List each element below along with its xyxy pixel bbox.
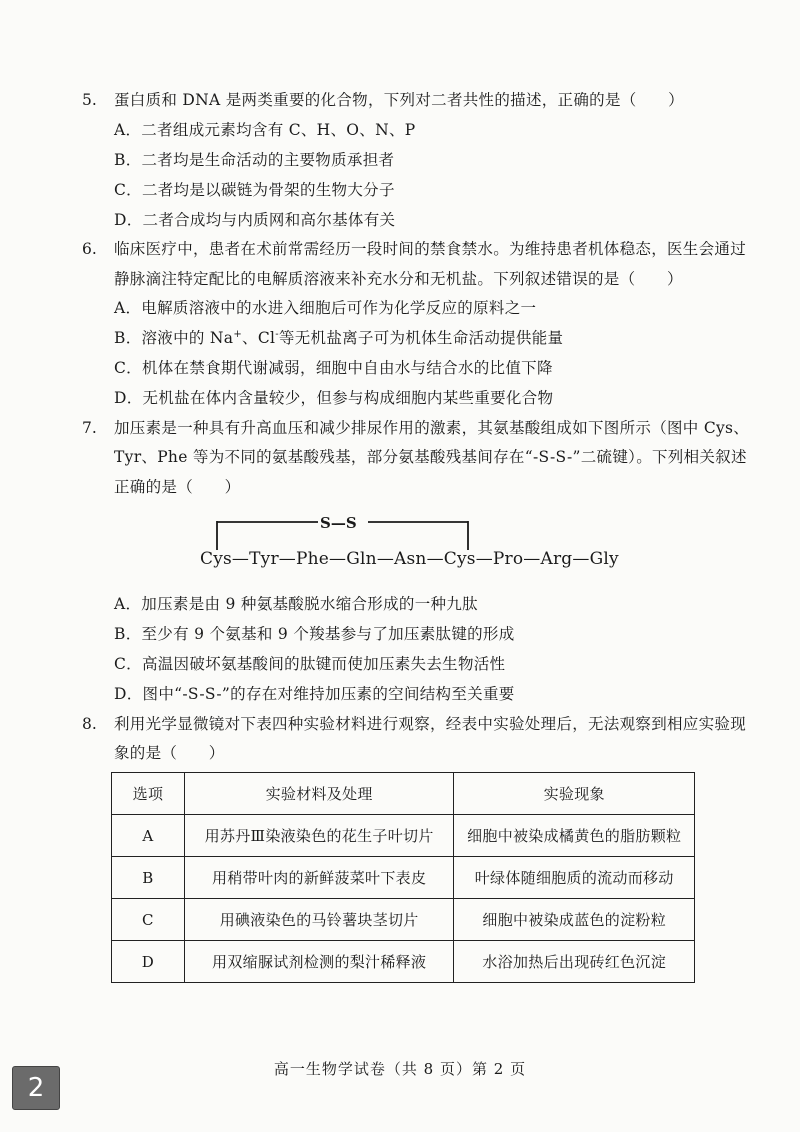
question-number: 6. (82, 240, 97, 258)
table-cell: B (112, 857, 185, 899)
option-c: C．机体在禁食期代谢减弱，细胞中自由水与结合水的比值下降 (114, 359, 553, 377)
question-stem-line-1: 利用光学显微镜对下表四种实验材料进行观察，经表中实验处理后，无法观察到相应实验现 (114, 715, 747, 733)
question-stem: 蛋白质和 DNA 是两类重要的化合物，下列对二者共性的描述，正确的是（ ） (114, 91, 684, 109)
experiment-table (111, 772, 695, 983)
table-cell: 细胞中被染成橘黄色的脂肪颗粒 (454, 815, 695, 857)
question-number: 5. (82, 91, 97, 109)
table-cell: 细胞中被染成蓝色的淀粉粒 (454, 899, 695, 941)
table-row (112, 857, 695, 899)
table-cell: 叶绿体随细胞质的流动而移动 (454, 857, 695, 899)
table-header: 实验材料及处理 (184, 773, 454, 815)
option-d: D．图中“-S-S-”的存在对维持加压素的空间结构至关重要 (114, 685, 515, 703)
question-stem-line-2: 静脉滴注特定配比的电解质溶液来补充水分和无机盐。下列叙述错误的是（ ） (114, 270, 683, 288)
option-b: B．至少有 9 个氨基和 9 个羧基参与了加压素肽键的形成 (114, 625, 515, 643)
table-header: 选项 (112, 773, 185, 815)
option-b-suffix: 等无机盐离子可为机体生命活动提供能量 (278, 329, 564, 347)
option-d: D．无机盐在体内含量较少，但参与构成细胞内某些重要化合物 (114, 389, 554, 407)
question-stem-line-2: 象的是（ ） (114, 744, 225, 762)
table-header-row (112, 773, 695, 815)
option-c: C．二者均是以碳链为骨架的生物大分子 (114, 181, 395, 199)
table-cell: C (112, 899, 185, 941)
table-header: 实验现象 (454, 773, 695, 815)
table-cell: A (112, 815, 185, 857)
table-cell: 水浴加热后出现砖红色沉淀 (454, 941, 695, 983)
option-b-prefix: B．溶液中的 Na (114, 329, 234, 347)
question-stem-line-1: 加压素是一种具有升高血压和减少排尿作用的激素，其氨基酸组成如下图所示（图中 Cys、 (114, 419, 750, 437)
option-a: A．二者组成元素均含有 C、H、O、N、P (114, 121, 416, 139)
table-row (112, 941, 695, 983)
option-b: B．二者均是生命活动的主要物质承担者 (114, 151, 395, 169)
option-b-middle: 、Cl (242, 329, 276, 347)
table-cell: 用稍带叶肉的新鲜菠菜叶下表皮 (184, 857, 454, 899)
option-b (114, 328, 563, 348)
question-number: 8. (82, 715, 97, 733)
vasopressin-structure-diagram (190, 510, 620, 580)
amino-acid-chain: Cys—Tyr—Phe—Gln—Asn—Cys—Pro—Arg—Gly (200, 549, 619, 569)
superscript-plus: + (233, 328, 243, 340)
disulfide-label: S—S (320, 514, 357, 532)
superscript-minus: - (275, 328, 279, 340)
table-cell: D (112, 941, 185, 983)
option-c: C．高温因破坏氨基酸间的肽键而使加压素失去生物活性 (114, 655, 506, 673)
question-stem-line-2: Tyr、Phe 等为不同的氨基酸残基，部分氨基酸残基间存在“-S-S-”二硫键）。下列相关叙述 (114, 448, 747, 466)
table-cell: 用碘液染色的马铃薯块茎切片 (184, 899, 454, 941)
option-a: A．电解质溶液中的水进入细胞后可作为化学反应的原料之一 (114, 299, 537, 317)
table-cell: 用双缩脲试剂检测的梨汁稀释液 (184, 941, 454, 983)
question-stem-line-1: 临床医疗中，患者在术前常需经历一段时间的禁食禁水。为维持患者机体稳态，医生会通过 (114, 240, 747, 258)
disulfide-bond-bracket (190, 510, 620, 580)
page-number-badge: 2 (12, 1066, 60, 1110)
option-d: D．二者合成均与内质网和高尔基体有关 (114, 211, 396, 229)
question-number: 7. (82, 419, 97, 437)
table-row (112, 815, 695, 857)
table-cell: 用苏丹Ⅲ染液染色的花生子叶切片 (184, 815, 454, 857)
question-stem-line-3: 正确的是（ ） (114, 478, 241, 496)
page-footer: 高一生物学试卷（共 8 页）第 2 页 (273, 1060, 527, 1078)
option-a: A．加压素是由 9 种氨基酸脱水缩合形成的一种九肽 (114, 595, 478, 613)
table-row (112, 899, 695, 941)
